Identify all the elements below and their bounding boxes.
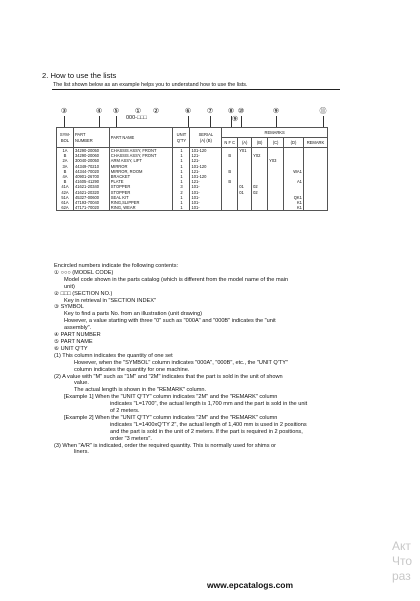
parts-list-table bbox=[56, 127, 328, 211]
watermark-line: Что bbox=[392, 554, 413, 568]
callout-leader bbox=[116, 116, 117, 127]
part-name-cell: MIRROR bbox=[109, 164, 173, 169]
nfc-cell: B bbox=[222, 169, 238, 174]
text-line: indicates "L=1700", the actual length is 1,700 mm and the part is sold in the unit bbox=[110, 401, 308, 408]
callout-3: ③ bbox=[60, 108, 68, 115]
header-symbol: SYM- BOL bbox=[57, 128, 74, 148]
remark-c-cell: Y03 bbox=[268, 158, 284, 163]
nfc-cell: B bbox=[222, 179, 238, 184]
parts-table-body bbox=[57, 148, 328, 211]
watermark-line: раз bbox=[392, 569, 411, 583]
part-name-cell: STOPPER bbox=[109, 184, 173, 189]
part-name-cell: RING,SLIPPER bbox=[109, 200, 173, 205]
remark-b-cell: 02 bbox=[252, 184, 268, 189]
header-remarks: REMARKS bbox=[222, 128, 328, 138]
qty-cell: 1 bbox=[173, 195, 190, 200]
serial-cell: 101- bbox=[190, 205, 222, 211]
qty-cell: 3 bbox=[173, 184, 190, 189]
table-row bbox=[57, 205, 328, 211]
callout-1: ① bbox=[134, 108, 142, 115]
callout-9-sub: ⑨ bbox=[231, 116, 239, 123]
serial-cell: 121- bbox=[190, 153, 222, 158]
symbol-cell: 2A bbox=[57, 158, 74, 163]
serial-cell: 101- bbox=[190, 195, 222, 200]
qty-cell: 1 bbox=[173, 179, 190, 184]
header-serial: SERIAL (A) (B) bbox=[190, 128, 222, 148]
part-name-cell: STOPPER bbox=[109, 190, 173, 195]
callout-5: ⑤ bbox=[112, 108, 120, 115]
text-line: column indicates the quantity for one machine. bbox=[74, 366, 190, 373]
text-line: ③ SYMBOL bbox=[54, 304, 84, 311]
callout-leader bbox=[241, 116, 242, 127]
serial-cell: 101- bbox=[190, 184, 222, 189]
serial-cell: 121- bbox=[190, 158, 222, 163]
serial-cell: 101-120 bbox=[190, 164, 222, 169]
header-part-name: PART NAME bbox=[109, 128, 173, 148]
qty-cell: 1 bbox=[173, 169, 190, 174]
symbol-cell: 3A bbox=[57, 164, 74, 169]
remark-a-cell: 01 bbox=[238, 190, 252, 195]
symbol-cell: 41A bbox=[57, 184, 74, 189]
callout-10: ⑩ bbox=[237, 108, 245, 115]
header-nfc: N F C bbox=[222, 138, 238, 148]
serial-cell: 101-120 bbox=[190, 174, 222, 179]
callout-leader bbox=[323, 116, 324, 127]
callout-leader bbox=[231, 116, 232, 127]
footer-url[interactable] bbox=[0, 580, 420, 590]
symbol-cell: 1A bbox=[57, 148, 74, 154]
text-line: Encircled numbers indicate the following contents: bbox=[54, 263, 179, 269]
part-name-cell: RING, WEAR bbox=[109, 205, 173, 211]
part-number-cell: 34290-20060 bbox=[73, 153, 109, 158]
text-line: liners. bbox=[74, 449, 89, 456]
serial-cell: 101-120 bbox=[190, 148, 222, 154]
part-name-cell: ARM ASSY, LIFT bbox=[109, 158, 173, 163]
remark-d-cell: K1 bbox=[284, 200, 304, 205]
remark-d-cell: A1 bbox=[284, 179, 304, 184]
remark-b-cell bbox=[252, 205, 268, 211]
qty-cell: 1 bbox=[173, 158, 190, 163]
header-unit-qty: UNIT Q'TY bbox=[173, 128, 190, 148]
header-a: (A) bbox=[238, 138, 252, 148]
text-line: assembly". bbox=[64, 325, 92, 332]
part-number-cell: 44349-70210 bbox=[73, 164, 109, 169]
text-line: ② □□□ (SECTION NO.) bbox=[54, 290, 113, 297]
text-line: value. bbox=[74, 380, 89, 387]
part-number-cell: 34290-20050 bbox=[73, 148, 109, 154]
symbol-cell: 4A bbox=[57, 174, 74, 179]
nfc-cell: B bbox=[222, 153, 238, 158]
callout-8: ⑧ bbox=[227, 108, 235, 115]
callout-leader bbox=[99, 116, 100, 127]
text-line: indicates "L=1400xQ'TY 2", the actual length of 1,400 mm is used in 2 positions bbox=[110, 421, 307, 428]
header-c: (C) bbox=[268, 138, 284, 148]
text-line: [Example 2] When the "UNIT Q'TY" column indicates "2M" and the "REMARK" column bbox=[64, 414, 278, 421]
part-number-cell: 30040-20050 bbox=[73, 158, 109, 163]
symbol-cell: B bbox=[57, 153, 74, 158]
part-name-cell: MIRROR, ROOM bbox=[109, 169, 173, 174]
remark-d-cell: K1 bbox=[284, 205, 304, 211]
symbol-cell: 61A bbox=[57, 200, 74, 205]
serial-cell: 101- bbox=[190, 200, 222, 205]
qty-cell: 1 bbox=[173, 200, 190, 205]
text-line: ① ○○○ (MODEL CODE) bbox=[54, 269, 114, 276]
qty-cell: 1 bbox=[173, 205, 190, 211]
explanation-text bbox=[52, 263, 392, 456]
serial-cell: 101- bbox=[190, 190, 222, 195]
remark-c-cell bbox=[268, 205, 284, 211]
part-name-cell: BRACKET bbox=[109, 174, 173, 179]
text-line: [Example 1] When the "UNIT Q'TY" column indicates "2M" and the "REMARK" column bbox=[64, 394, 278, 401]
text-line: Model code shown in the parts catalog (which is different from the model name of the main bbox=[64, 276, 289, 283]
serial-cell: 121- bbox=[190, 179, 222, 184]
nfc-cell bbox=[222, 205, 238, 211]
header-remark: REMARK bbox=[303, 138, 327, 148]
text-line: (1) This column indicates the quantity of one set bbox=[54, 352, 173, 359]
qty-cell: 2 bbox=[173, 190, 190, 195]
part-number-cell: 41621-20320 bbox=[73, 190, 109, 195]
callout-4: ④ bbox=[95, 108, 103, 115]
qty-cell: 1 bbox=[173, 174, 190, 179]
qty-cell: 1 bbox=[173, 148, 190, 154]
section-heading: 2. How to use the lists bbox=[42, 71, 117, 80]
symbol-cell: 51A bbox=[57, 195, 74, 200]
text-line: Key in retrieval in "SECTION INDEX" bbox=[64, 297, 156, 304]
remark-d-cell: QK1 bbox=[284, 195, 304, 200]
remark-cell bbox=[303, 205, 327, 211]
part-number-cell: 47171-70020 bbox=[73, 205, 109, 211]
serial-cell: 121- bbox=[190, 169, 222, 174]
text-line: Key to find a parts No. from an illustration (unit drawing) bbox=[64, 311, 203, 318]
footer-url-text[interactable]: www.epcatalogs.com bbox=[206, 580, 294, 590]
callout-7: ⑦ bbox=[206, 108, 214, 115]
part-number-cell: 47193-70040 bbox=[73, 200, 109, 205]
divider bbox=[52, 89, 340, 90]
symbol-cell: B bbox=[57, 179, 74, 184]
callout-leader bbox=[210, 116, 211, 127]
header-d: (D) bbox=[284, 138, 304, 148]
text-line: unit) bbox=[64, 283, 75, 290]
remark-b-cell: Y02 bbox=[252, 153, 268, 158]
remark-d-cell: WA1 bbox=[284, 169, 304, 174]
header-b: (B) bbox=[252, 138, 268, 148]
remark-a-cell bbox=[238, 205, 252, 211]
part-name-cell: CHASSIS ASSY, FRONT bbox=[109, 153, 173, 158]
remark-a-cell: 01 bbox=[238, 184, 252, 189]
text-line: (3) When "A/R" is indicated, order the required quantity. This is normally used for shims or bbox=[54, 442, 277, 449]
callout-9: ⑨ bbox=[272, 108, 280, 115]
part-number-cell: 41605-41290 bbox=[73, 179, 109, 184]
remark-a-cell: Y01 bbox=[238, 148, 252, 154]
qty-cell: 1 bbox=[173, 164, 190, 169]
part-name-cell: SEAL KIT bbox=[109, 195, 173, 200]
qty-cell: 1 bbox=[173, 153, 190, 158]
remark-b-cell: 02 bbox=[252, 190, 268, 195]
text-line: of 2 meters. bbox=[110, 408, 140, 415]
watermark-line: Акт bbox=[392, 539, 411, 553]
callout-leader bbox=[188, 116, 189, 127]
text-line: However, a value starting with three "0" such as "000A" and "000B" indicates the "unit bbox=[64, 318, 276, 325]
text-line: and the part is sold in the unit of 2 meters. If the part is required in 2 positions, bbox=[110, 428, 303, 435]
text-line: However, when the "SYMBOL" column indicates "000A", "000B", etc., the "UNIT Q'TY" bbox=[74, 359, 288, 366]
text-line: The actual length is shown in the "REMARK" column. bbox=[74, 387, 207, 394]
part-number-cell: 40901-26700 bbox=[73, 174, 109, 179]
part-number-cell: 45327-00600 bbox=[73, 195, 109, 200]
part-number-cell: 41621-20340 bbox=[73, 184, 109, 189]
page-code: 000-□□□ bbox=[126, 115, 147, 121]
symbol-cell: 62A bbox=[57, 205, 74, 211]
text-line: ⑤ PART NAME bbox=[54, 338, 93, 345]
intro-text: The list shown below as an example helps you to understand how to use the lists. bbox=[53, 82, 248, 88]
part-name-cell: PLATE bbox=[109, 179, 173, 184]
symbol-cell: B bbox=[57, 169, 74, 174]
header-part-number: PART NUMBER bbox=[73, 128, 109, 148]
callout-11: ⑪ bbox=[319, 108, 327, 115]
callout-6: ⑥ bbox=[184, 108, 192, 115]
part-number-cell: 44344-70020 bbox=[73, 169, 109, 174]
text-line: (2) A value with "M" such as "1M" and "2M" indicates that the part is sold in the unit of shown bbox=[54, 373, 283, 380]
callout-leader bbox=[276, 116, 277, 127]
text-line: ⑥ UNIT Q'TY bbox=[54, 345, 88, 352]
symbol-cell: 42A bbox=[57, 190, 74, 195]
callout-2: ② bbox=[152, 108, 160, 115]
part-name-cell: CHASSIS ASSY, FRONT bbox=[109, 148, 173, 154]
text-line: order "3 meters". bbox=[110, 435, 152, 442]
callout-leader bbox=[64, 116, 65, 127]
text-line: ④ PART NUMBER bbox=[54, 332, 101, 339]
